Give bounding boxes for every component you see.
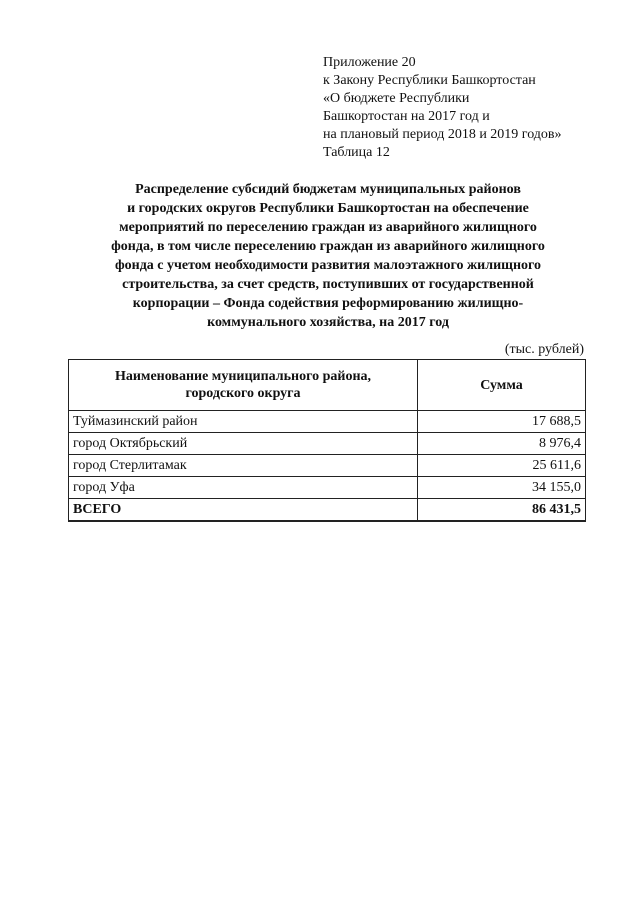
title-line: коммунального хозяйства, на 2017 год bbox=[207, 315, 449, 330]
total-amount: 86 431,5 bbox=[418, 499, 586, 522]
table-header-row bbox=[69, 360, 586, 411]
table-row bbox=[69, 455, 586, 477]
units-label: (тыс. рублей) bbox=[504, 342, 584, 357]
total-row bbox=[69, 499, 586, 522]
row-amount: 25 611,6 bbox=[418, 455, 586, 477]
annex-line: Приложение 20 bbox=[323, 55, 416, 70]
row-amount: 17 688,5 bbox=[418, 411, 586, 433]
annex-line: к Закону Республики Башкортостан bbox=[323, 73, 536, 88]
row-amount: 34 155,0 bbox=[418, 477, 586, 499]
title-line: строительства, за счет средств, поступивших от государственной bbox=[122, 277, 534, 292]
title-line: Распределение субсидий бюджетам муниципальных районов bbox=[135, 182, 521, 197]
table-row bbox=[69, 433, 586, 455]
table-row bbox=[69, 477, 586, 499]
table-number: Таблица 12 bbox=[323, 145, 390, 160]
annex-line: на плановый период 2018 и 2019 годов» bbox=[323, 127, 562, 142]
header-name bbox=[69, 360, 418, 411]
title-line: корпорации – Фонда содействия реформированию жилищно- bbox=[132, 296, 524, 311]
title-line: фонда, в том числе переселению граждан из аварийного жилищного bbox=[111, 239, 545, 254]
row-name: Туймазинский район bbox=[69, 411, 418, 433]
subsidies-table bbox=[68, 359, 586, 522]
header-name-line2: городского округа bbox=[185, 386, 301, 401]
annex-line: Башкортостан на 2017 год и bbox=[323, 109, 490, 124]
row-name: город Октябрьский bbox=[69, 433, 418, 455]
row-name: город Стерлитамак bbox=[69, 455, 418, 477]
document-title bbox=[70, 180, 586, 332]
table-row bbox=[69, 411, 586, 433]
header-amount: Сумма bbox=[418, 360, 586, 411]
title-line: мероприятий по переселению граждан из аварийного жилищного bbox=[119, 220, 537, 235]
row-name: город Уфа bbox=[69, 477, 418, 499]
header-name-line1: Наименование муниципального района, bbox=[114, 369, 372, 384]
annex-line: «О бюджете Республики bbox=[323, 91, 470, 106]
total-label: ВСЕГО bbox=[69, 499, 418, 522]
row-amount: 8 976,4 bbox=[418, 433, 586, 455]
title-line: фонда с учетом необходимости развития малоэтажного жилищного bbox=[114, 258, 542, 273]
annex-header bbox=[323, 54, 562, 162]
title-line: и городских округов Республики Башкортостан на обеспечение bbox=[127, 201, 529, 216]
